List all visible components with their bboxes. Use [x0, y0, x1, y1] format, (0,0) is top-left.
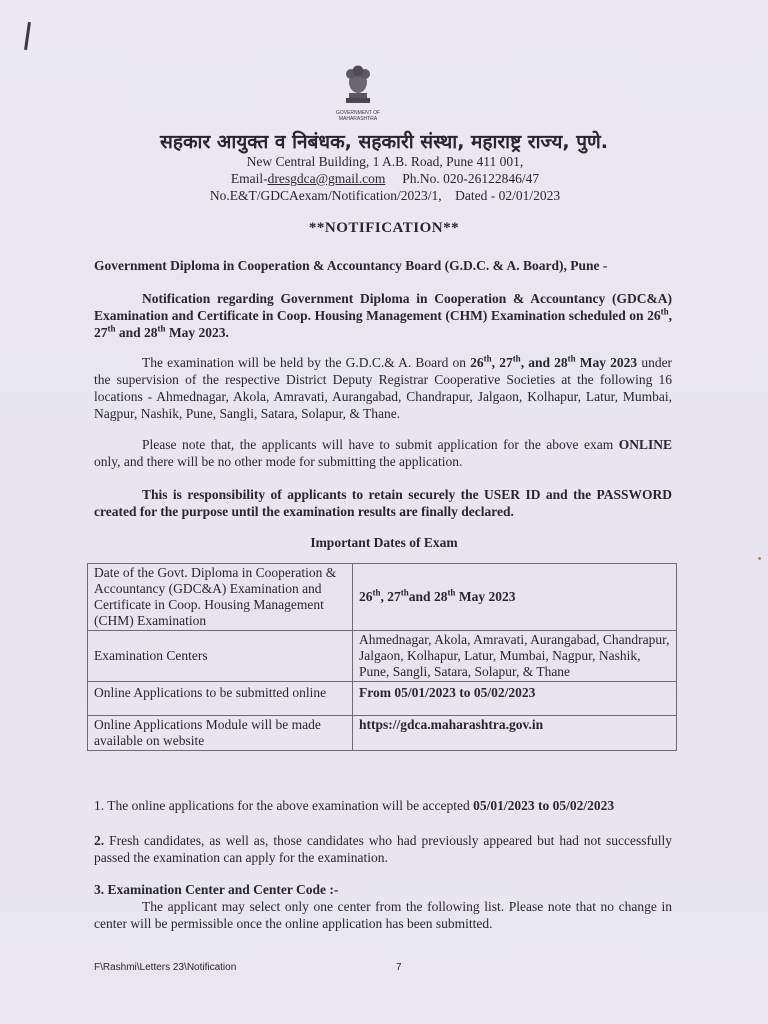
important-dates-title: Important Dates of Exam	[310, 535, 458, 550]
website-link[interactable]: https://gdca.maharashtra.gov.in	[353, 716, 677, 751]
table-row	[88, 682, 677, 716]
email-label: Email-	[230, 171, 268, 186]
responsibility-paragraph: This is responsibility of applicants to retain securely the USER ID and the PASSWORD created for the purpose until the examination results are finally declared.	[94, 487, 672, 519]
dated: Dated - 02/01/2023	[455, 188, 561, 203]
table-cell-value: From 05/01/2023 to 05/02/2023	[353, 682, 677, 716]
table-row	[88, 716, 677, 751]
table-cell-label: Examination Centers	[88, 631, 353, 682]
point-3-heading: 3. Examination Center and Center Code :-	[94, 882, 339, 897]
subject-text: Notification regarding Government Diploma in Cooperation & Accountancy (GDC&A) Examination and Certificate in Coop. Housing Management (CHM) Examination scheduled on	[94, 291, 672, 323]
table-row	[88, 631, 677, 682]
reference-line	[150, 187, 620, 204]
table-cell-label: Online Applications to be submitted online	[88, 682, 353, 716]
reference-number: No.E&T/GDCAexam/Notification/2023/1,	[209, 188, 442, 203]
office-title-hindi: सहकार आयुक्त व निबंधक, सहकारी संस्था, महाराष्ट्र राज्य, पुणे.	[160, 131, 608, 153]
contact-line	[150, 170, 620, 187]
phone-number: Ph.No. 020-26122846/47	[402, 171, 540, 186]
page-number: 7	[396, 962, 402, 973]
scan-speck	[758, 557, 761, 560]
subject-paragraph: Notification regarding Government Diploma in Cooperation & Accountancy (GDC&A) Examination and Certificate in Coop. Housing Management (CHM) Examination scheduled on 26th, 27th and 28th May 2023.	[94, 291, 672, 340]
point-3-text: The applicant may select only one center from the following list. Please note that no change in center will be permissible once the online application has been submitted.	[94, 899, 672, 931]
point-2: 2. Fresh candidates, as well as, those candidates who had previously appeared but had not successfully passed the examination can apply for the examination.	[94, 833, 672, 865]
exam-paragraph: The examination will be held by the G.D.C.& A. Board on 26th, 27th, and 28th May 2023 under the supervision of the respective District Deputy Registrar Cooperative Societies at the following 16 locations - Ahmednagar, Akola, Amravati, Aurangabad, Chandrapur, Jalgaon, Kolhapur, Latur, Mumbai, Nagpur, Nashik, Pune, Sangli, Satara, Solapur, & Thane.	[94, 353, 673, 421]
table-row	[88, 564, 677, 631]
online-keyword: ONLINE	[618, 437, 673, 452]
pen-mark	[24, 22, 31, 50]
emblem-caption: GOVERNMENT OF MAHARASHTRA	[335, 110, 381, 122]
important-dates-table	[87, 563, 677, 751]
point-1: 1. The online applications for the above examination will be accepted 05/01/2023 to 05/02/2023	[94, 798, 615, 813]
table-cell-value: Ahmednagar, Akola, Amravati, Aurangabad, Chandrapur, Jalgaon, Kolhapur, Latur, Mumbai, Nagpur, Nashik, Pune, Sangli, Satara, Solapur, & Thane	[353, 631, 677, 682]
table-cell-value: 26th, 27thand 28th May 2023	[353, 564, 677, 631]
address-block	[150, 153, 620, 204]
footer-path: F\Rashmi\Letters 23\Notification	[94, 962, 237, 973]
address-line: New Central Building, 1 A.B. Road, Pune 411 001,	[246, 154, 524, 169]
state-emblem-icon	[336, 62, 380, 106]
notification-title: **NOTIFICATION**	[308, 220, 460, 236]
table-cell-label: Online Applications Module will be made available on website	[88, 716, 353, 751]
table-cell-label: Date of the Govt. Diploma in Cooperation & Accountancy (GDC&A) Examination and Certificate in Coop. Housing Management (CHM) Examination	[88, 564, 353, 631]
email-link[interactable]: dresgdca@gmail.com	[267, 171, 386, 186]
board-line: Government Diploma in Cooperation & Accountancy Board (G.D.C. & A. Board), Pune -	[94, 258, 608, 273]
online-paragraph: Please note that, the applicants will have to submit application for the above exam ONLINE only, and there will be no other mode for submitting the application.	[94, 437, 673, 469]
